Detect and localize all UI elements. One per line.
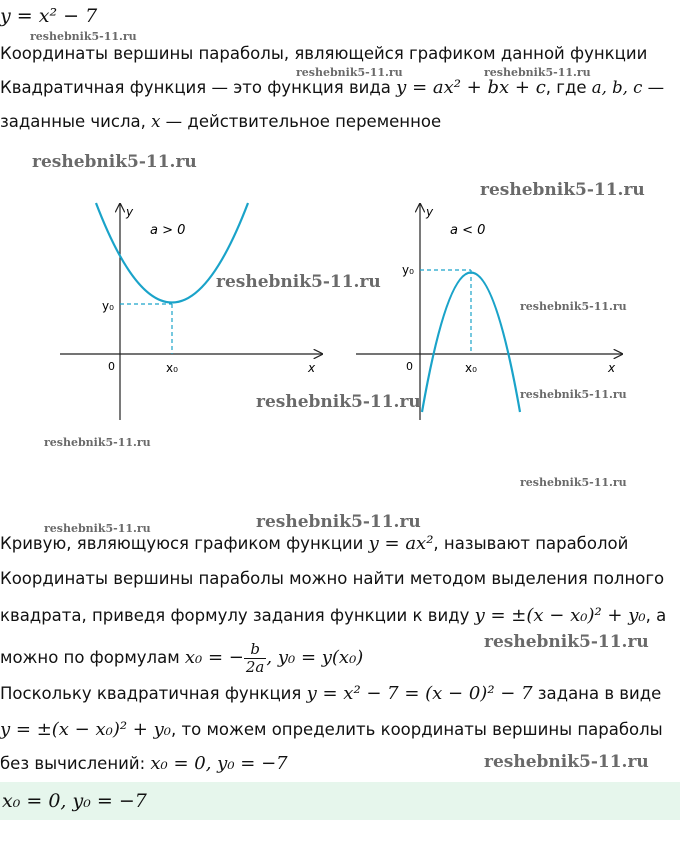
watermark: reshebnik5-11.ru: [484, 66, 591, 79]
method-line-1: Координаты вершины параболы можно найти методом выделения полного: [0, 569, 665, 588]
watermark: reshebnik5-11.ru: [296, 66, 403, 79]
watermark: reshebnik5-11.ru: [480, 180, 645, 200]
watermark: reshebnik5-11.ru: [520, 300, 627, 313]
right-y0-label: y₀: [402, 263, 414, 277]
definition-formula: y = ax² + bx + c: [396, 77, 546, 98]
definition-dash: —: [642, 78, 665, 97]
fraction-numerator: b: [244, 641, 267, 659]
left-x-axis-label: x: [308, 361, 316, 375]
left-condition-label: a > 0: [150, 223, 186, 238]
since-text-2: задана в виде: [532, 684, 662, 703]
parabola-line: [0, 534, 628, 554]
since-text-3: , то можем определить координаты вершины параболы: [171, 720, 663, 739]
watermark: reshebnik5-11.ru: [216, 272, 381, 292]
since-line-2: [0, 720, 663, 740]
right-y-axis-label: y: [426, 205, 434, 219]
left-x0-label: x₀: [166, 361, 178, 375]
method-x0-formula: x₀ = −: [184, 647, 244, 668]
definition-text-4: заданные числа,: [0, 112, 152, 131]
answer-box: [0, 782, 680, 820]
watermark: reshebnik5-11.ru: [44, 522, 151, 535]
watermark: reshebnik5-11.ru: [520, 388, 627, 401]
task-text: Координаты вершины параболы, являющейся графиком данной функции: [0, 44, 648, 63]
method-line-2: [0, 606, 666, 626]
parabola-graphs: [0, 170, 680, 470]
right-condition-label: a < 0: [450, 223, 486, 238]
parabola-text: Кривую, являющуюся графиком функции: [0, 534, 369, 553]
definition-text: Квадратичная функция — это функция вида: [0, 78, 397, 97]
method-formula: y = ±(x − x₀)² + y₀: [474, 605, 646, 626]
left-y-axis-label: y: [126, 205, 134, 219]
watermark: reshebnik5-11.ru: [484, 632, 649, 652]
method-end: , а: [645, 606, 667, 625]
fraction-denominator: 2a: [245, 658, 265, 676]
right-x0-label: x₀: [465, 361, 477, 375]
method-line-3: [0, 640, 363, 676]
definition-text-2: , где: [545, 78, 592, 97]
method-fraction: [244, 641, 267, 676]
watermark: reshebnik5-11.ru: [520, 476, 627, 489]
definition-var: x: [151, 112, 161, 131]
definition-line-1: [0, 78, 664, 98]
method-y0-formula: , y₀ = y(x₀): [266, 647, 364, 668]
watermark: reshebnik5-11.ru: [30, 30, 137, 43]
right-x-axis-label: x: [608, 361, 616, 375]
parabola-formula: y = ax²: [368, 533, 434, 554]
since-formula-3: x₀ = 0, y₀ = −7: [150, 753, 288, 774]
definition-params: a, b, c: [591, 78, 643, 97]
since-text-4: без вычислений:: [0, 754, 151, 773]
since-line-3: [0, 754, 288, 774]
watermark: reshebnik5-11.ru: [44, 436, 151, 449]
since-formula-2: y = ±(x − x₀)² + y₀: [0, 719, 171, 740]
parabola-text-2: , называют параболой: [433, 534, 629, 553]
definition-line-2: [0, 112, 441, 132]
since-formula: y = x² − 7 = (x − 0)² − 7: [306, 683, 533, 704]
watermark: reshebnik5-11.ru: [256, 392, 421, 412]
since-line-1: [0, 684, 661, 704]
since-text: Поскольку квадратичная функция: [0, 684, 307, 703]
answer-text: x₀ = 0, y₀ = −7: [2, 790, 147, 812]
left-origin-label: 0: [108, 360, 115, 373]
method-text-2: квадрата, приведя формулу задания функции к виду: [0, 606, 475, 625]
right-origin-label: 0: [406, 360, 413, 373]
definition-text-5: — действительное переменное: [160, 112, 442, 131]
watermark: reshebnik5-11.ru: [32, 152, 197, 172]
header-formula: y = x² − 7: [0, 5, 98, 27]
watermark: reshebnik5-11.ru: [256, 512, 421, 532]
watermark: reshebnik5-11.ru: [484, 752, 649, 772]
left-y0-label: y₀: [102, 299, 114, 313]
method-text-3: можно по формулам: [0, 648, 185, 667]
